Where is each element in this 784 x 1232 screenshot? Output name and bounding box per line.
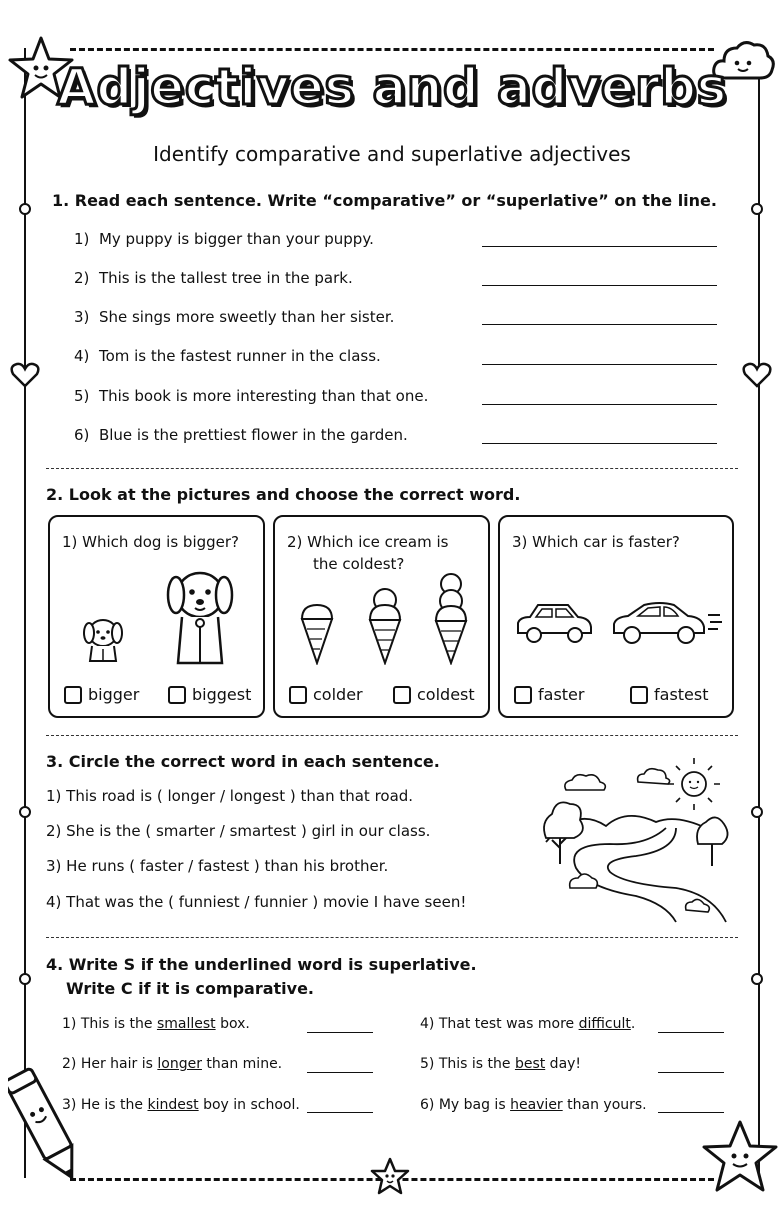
ice-cream-icon <box>433 573 469 665</box>
item-text: 2) Her hair is <box>62 1056 158 1072</box>
s4-item-3 <box>62 1097 300 1113</box>
item-number: 5) <box>74 387 90 405</box>
checkbox[interactable] <box>289 686 307 704</box>
answer-line[interactable] <box>482 443 717 444</box>
option-colder[interactable] <box>289 685 363 704</box>
checkbox[interactable] <box>168 686 186 704</box>
underlined-word: kindest <box>147 1097 199 1113</box>
answer-line[interactable] <box>307 1072 373 1073</box>
box-question-line1: 2) Which ice cream is <box>287 533 449 551</box>
s3-item-1: 1) This road is ( longer / longest ) than that road. <box>46 787 414 805</box>
section4-heading-line2: Write C if it is comparative. <box>66 979 314 998</box>
checkbox[interactable] <box>630 686 648 704</box>
answer-line[interactable] <box>658 1032 724 1033</box>
s1-item-6 <box>74 426 408 444</box>
s1-item-2 <box>74 269 353 287</box>
item-text: box. <box>215 1016 250 1032</box>
s4-item-5 <box>420 1056 581 1072</box>
s3-item-2: 2) She is the ( smarter / smartest ) girl in our class. <box>46 822 431 840</box>
section-divider <box>46 735 738 736</box>
ice-cream-icon <box>367 587 403 665</box>
item-number: 3) <box>74 308 90 326</box>
answer-line[interactable] <box>482 324 717 325</box>
landscape-icon <box>526 756 740 924</box>
border-ornament <box>18 972 32 986</box>
ice-cream-icon <box>299 603 335 665</box>
s1-item-5 <box>74 387 428 405</box>
border-ornament <box>750 202 764 216</box>
answer-line[interactable] <box>307 1032 373 1033</box>
border-ornament <box>18 202 32 216</box>
option-label: biggest <box>192 685 252 704</box>
item-text: My puppy is bigger than your puppy. <box>98 230 374 248</box>
picture-box-car <box>498 515 734 718</box>
s4-item-4 <box>420 1016 635 1032</box>
box-question: 3) Which car is faster? <box>512 533 680 551</box>
checkbox[interactable] <box>393 686 411 704</box>
answer-line[interactable] <box>658 1112 724 1113</box>
option-label: bigger <box>88 685 140 704</box>
border-ornament <box>750 972 764 986</box>
heart-icon <box>742 362 772 388</box>
answer-line[interactable] <box>482 404 717 405</box>
item-text: . <box>630 1016 636 1032</box>
item-text: Tom is the fastest runner in the class. <box>98 347 381 365</box>
top-border-line <box>70 48 714 51</box>
option-label: faster <box>538 685 585 704</box>
section-divider <box>46 468 738 469</box>
item-text: This book is more interesting than that one. <box>98 387 429 405</box>
option-coldest[interactable] <box>393 685 475 704</box>
picture-box-ice-cream <box>273 515 490 718</box>
section4-heading-line1: 4. Write S if the underlined word is superlative. <box>46 955 477 974</box>
item-number: 4) <box>74 347 90 365</box>
item-number: 6) <box>74 426 90 444</box>
section3-heading: 3. Circle the correct word in each sentence. <box>46 752 440 771</box>
box-question-line2: the coldest? <box>313 555 405 573</box>
item-number: 1) <box>74 230 90 248</box>
s4-item-2 <box>62 1056 282 1072</box>
answer-line[interactable] <box>658 1072 724 1073</box>
option-fastest[interactable] <box>630 685 709 704</box>
pencil-icon <box>8 1062 82 1192</box>
item-number: 2) <box>74 269 90 287</box>
item-text: boy in school. <box>198 1097 300 1113</box>
box-question <box>287 531 448 575</box>
page-subtitle: Identify comparative and superlative adjectives <box>153 142 631 166</box>
item-text: She sings more sweetly than her sister. <box>98 308 395 326</box>
option-biggest[interactable] <box>168 685 251 704</box>
heart-icon <box>10 362 40 388</box>
sun-icon <box>668 758 720 810</box>
item-text: 4) That test was more <box>420 1016 579 1032</box>
page-title: Adjectives and adverbs <box>57 58 727 116</box>
option-label: fastest <box>654 685 709 704</box>
answer-line[interactable] <box>307 1112 373 1113</box>
car-icon <box>610 597 724 647</box>
border-ornament <box>18 805 32 819</box>
underlined-word: longer <box>157 1056 202 1072</box>
s3-item-4: 4) That was the ( funniest / funnier ) movie I have seen! <box>46 893 467 911</box>
section2-heading: 2. Look at the pictures and choose the correct word. <box>46 485 521 504</box>
checkbox[interactable] <box>64 686 82 704</box>
s3-item-3: 3) He runs ( faster / fastest ) than his brother. <box>46 857 389 875</box>
underlined-word: difficult <box>578 1016 631 1032</box>
underlined-word: smallest <box>156 1016 216 1032</box>
dog-icon <box>162 563 238 667</box>
item-text: This is the tallest tree in the park. <box>98 269 353 287</box>
star-icon <box>370 1156 410 1196</box>
option-label: coldest <box>417 685 475 704</box>
s1-item-4 <box>74 347 381 365</box>
option-bigger[interactable] <box>64 685 139 704</box>
star-icon <box>700 1118 780 1196</box>
answer-line[interactable] <box>482 285 717 286</box>
section-divider <box>46 937 738 938</box>
underlined-word: heavier <box>510 1097 563 1113</box>
section1-heading: 1. Read each sentence. Write “comparative” or “superlative” on the line. <box>52 191 717 210</box>
s1-item-3 <box>74 308 394 326</box>
underlined-word: best <box>514 1056 546 1072</box>
item-text: than yours. <box>562 1097 647 1113</box>
dog-icon <box>78 613 128 665</box>
s1-item-1 <box>74 230 374 248</box>
checkbox[interactable] <box>514 686 532 704</box>
s4-item-6 <box>420 1097 647 1113</box>
option-faster[interactable] <box>514 685 584 704</box>
item-text: 6) My bag is <box>420 1097 511 1113</box>
box-question: 1) Which dog is bigger? <box>62 533 240 551</box>
car-icon <box>514 599 594 647</box>
item-text: 1) This is the <box>62 1016 157 1032</box>
s4-item-1 <box>62 1016 250 1032</box>
item-text: Blue is the prettiest flower in the garden. <box>98 426 408 444</box>
option-label: colder <box>313 685 363 704</box>
item-text: day! <box>545 1056 582 1072</box>
picture-box-dog <box>48 515 265 718</box>
item-text: than mine. <box>201 1056 283 1072</box>
answer-line[interactable] <box>482 364 717 365</box>
border-ornament <box>750 805 764 819</box>
item-text: 5) This is the <box>420 1056 515 1072</box>
answer-line[interactable] <box>482 246 717 247</box>
item-text: 3) He is the <box>62 1097 148 1113</box>
